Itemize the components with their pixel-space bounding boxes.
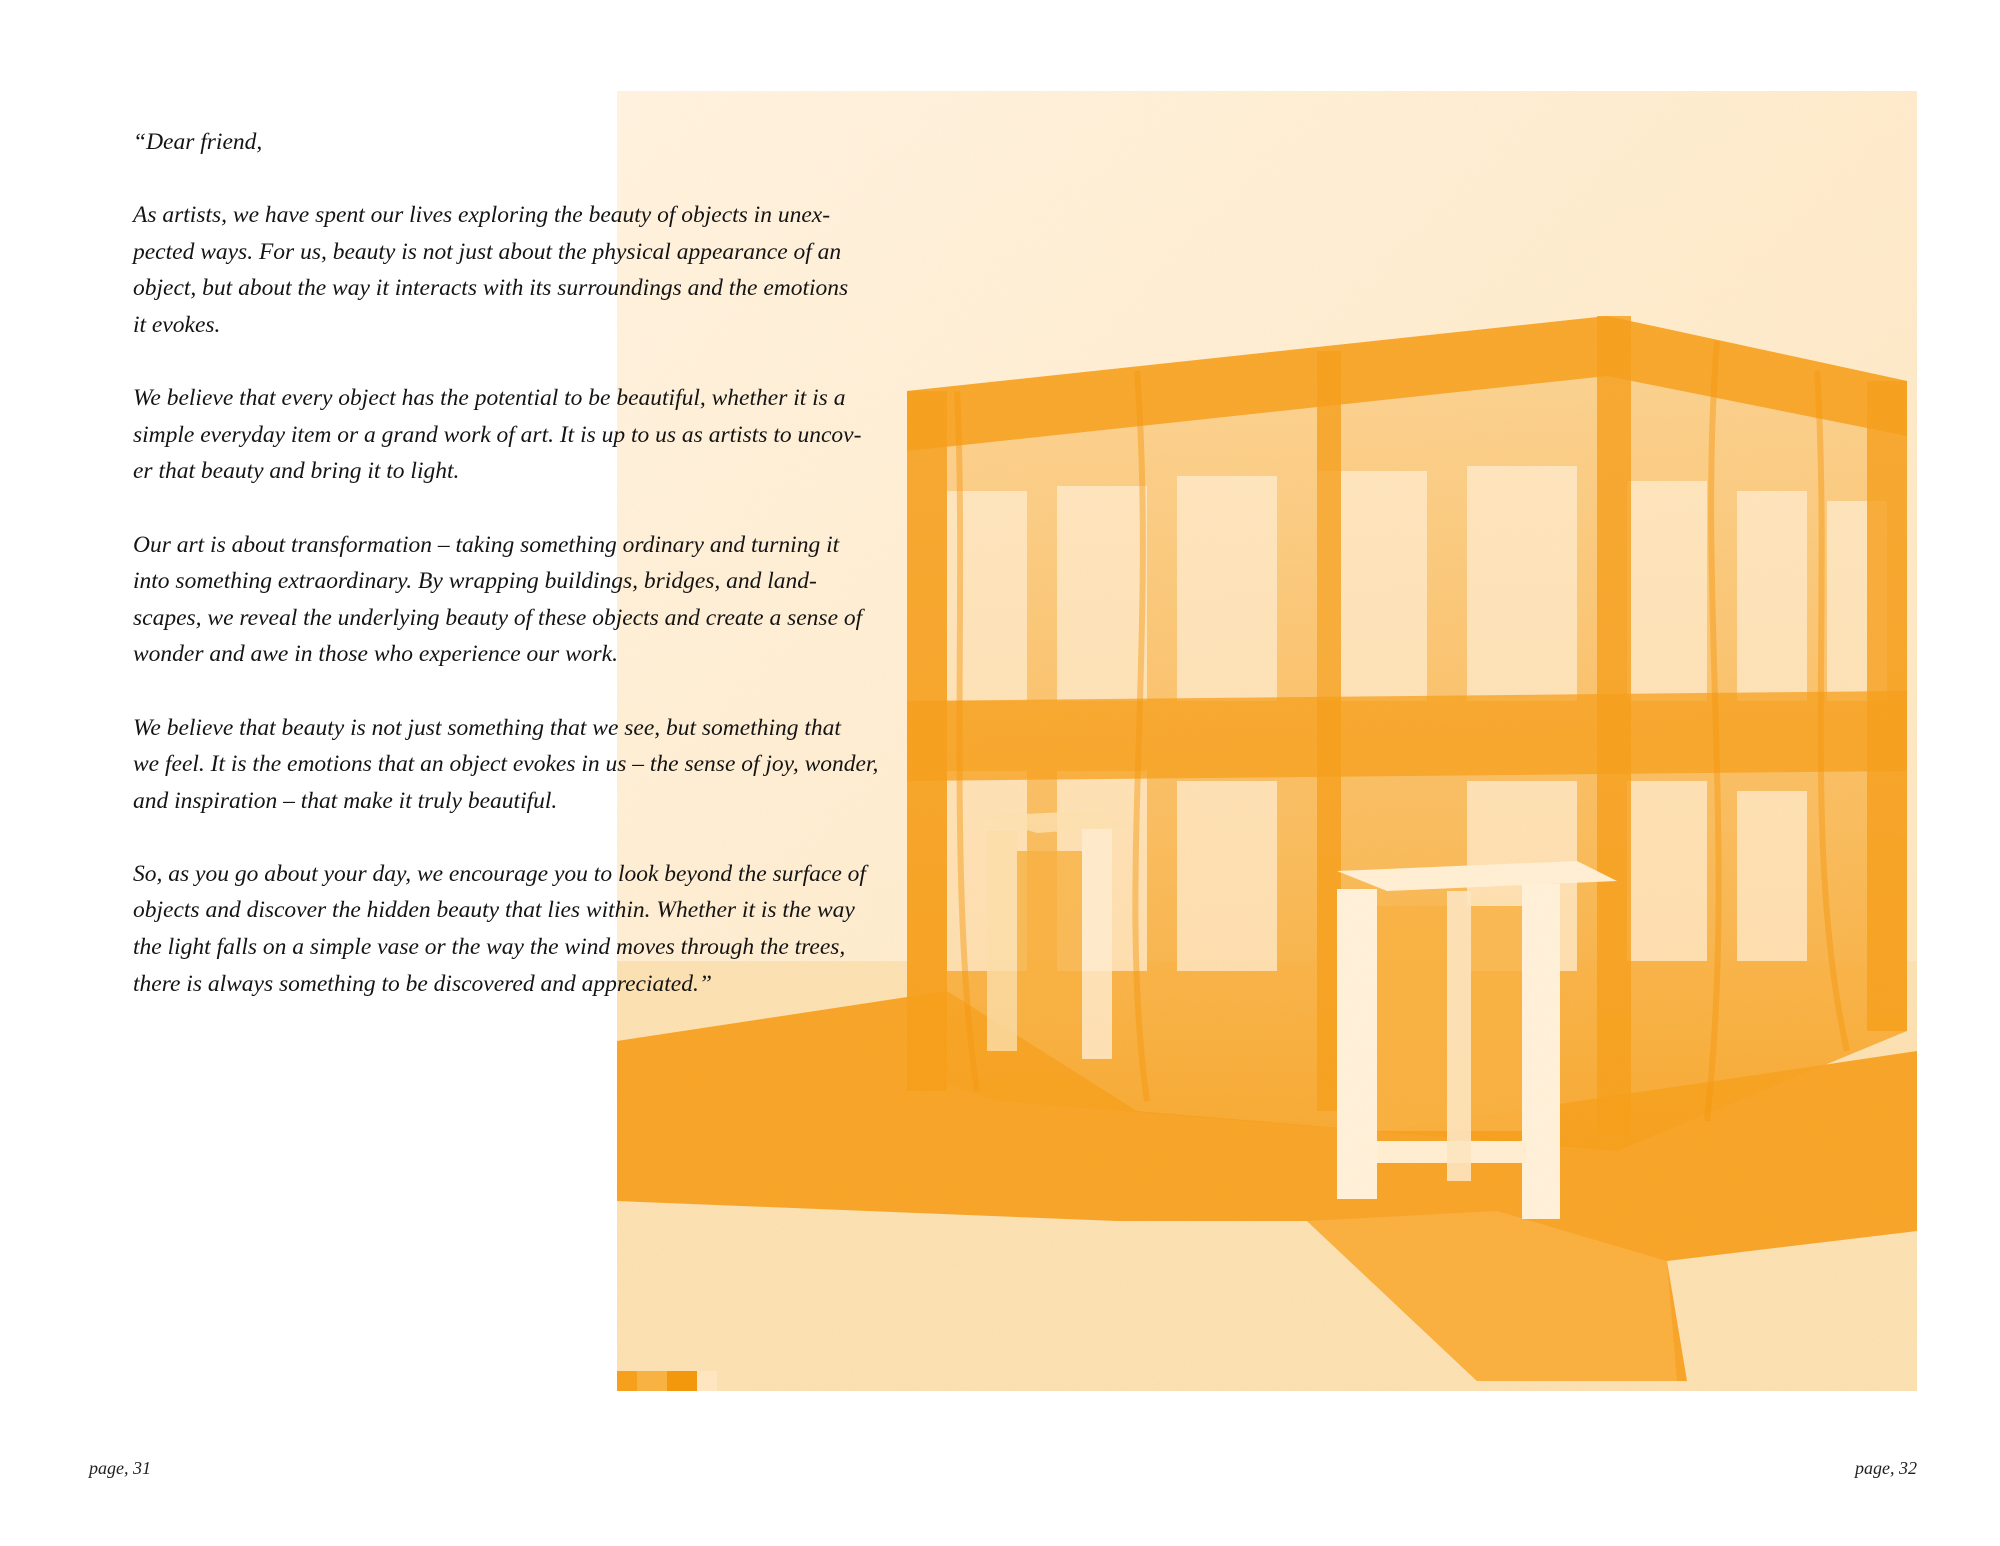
page-number-right: page, 32: [1855, 1458, 1917, 1478]
letter-paragraph: As artists, we have spent our lives exploring the beauty of objects in unex- pected ways. For us, beauty is not just about the physical appearance of an object, but about the way it interacts with its surroundings and the emotions it evokes.: [133, 202, 849, 338]
letter-paragraph: So, as you go about your day, we encourage you to look beyond the surface of objects and discover the hidden beauty that lies within. Whether it is the way the light falls on a simple vase or the way the wind moves through the trees, there is always something to be discovered and appreciated.”: [133, 860, 866, 997]
letter-paragraph: Our art is about transformation – taking something ordinary and turning it into something extraordinary. By wrapping buildings, bridges, and land- scapes, we reveal the underlying beauty of these objects and create a sense of wonder and awe in those who experience our work.: [133, 531, 863, 668]
letter-salutation: “Dear friend,: [133, 129, 263, 155]
letter-paragraph: We believe that every object has the potential to be beautiful, whether it is a simple everyday item or a grand work of art. It is up to us as artists to uncov- er that beauty and bring it to light.: [133, 385, 862, 485]
letter-paragraph: We believe that beauty is not just something that we see, but something that we feel. It is the emotions that an object evokes in us – the sense of joy, wonder, and inspiration – that make it truly beautiful.: [133, 714, 879, 814]
page-number-left: page, 31: [89, 1458, 151, 1478]
letter-text: [133, 124, 893, 1039]
